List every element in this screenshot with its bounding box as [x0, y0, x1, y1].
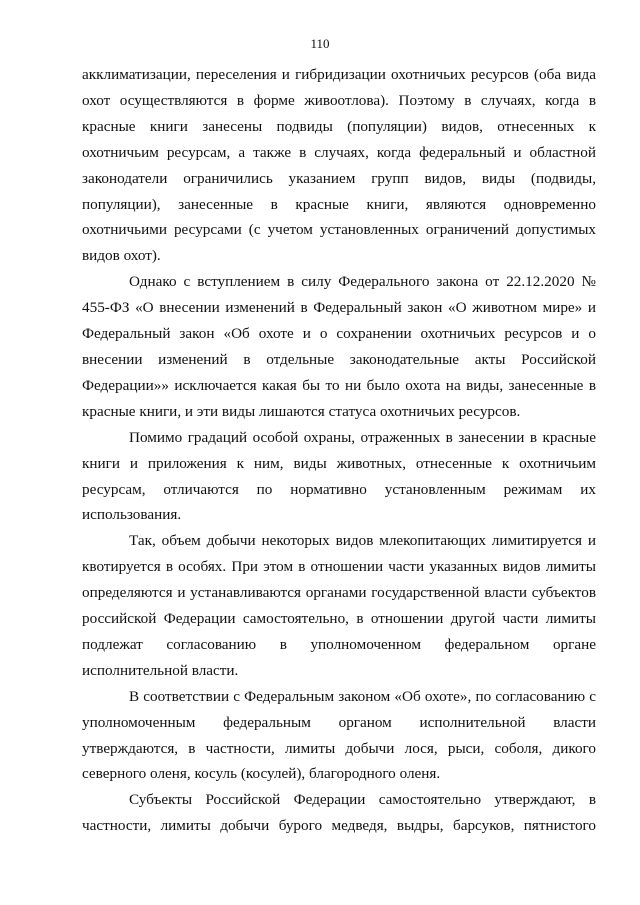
- paragraph: В соответствии с Федеральным законом «Об охоте», по согласованию с уполномоченным федеральным органом исполнительной власти утверждаются, в частности, лимиты добычи лося, рыси, соболя, дикого северного оленя, косуль (косулей), благородного оленя.: [82, 687, 596, 783]
- paragraph: Однако с вступлением в силу Федерального закона от 22.12.2020 № 455-ФЗ «О внесении изменений в Федеральный закон «О животном мире» и Федеральный закон «Об охоте и о сохранении охотничьих ресурсов и о внесении изменений в отдельные законодательные акты Российской Федерации»» исключается какая бы то ни было охота на виды, занесенные в красные книги, и эти виды лишаются статуса охотничьих ресурсов.: [82, 273, 596, 420]
- paragraph: Субъекты Российской Федерации самостоятельно утверждают, в частности, лимиты добычи бурого медведя, выдры, барсуков, пятнистого: [82, 791, 596, 835]
- paragraph: Помимо градаций особой охраны, отраженных в занесении в красные книги и приложения к ним, виды животных, отнесенные к охотничьим ресурсам, отличаются по нормативно установленным режимам их использования.: [82, 428, 596, 524]
- page-number: 110: [310, 36, 330, 51]
- body-text: [82, 62, 596, 839]
- paragraph: акклиматизации, переселения и гибридизации охотничьих ресурсов (оба вида охот осуществляются в форме живоотлова). Поэтому в случаях, когда в красные книги занесены подвиды (популяции) видов, отнесенных к охотничьим ресурсам, а также в случаях, когда федеральный и областной законодатели ограничились указанием групп видов, виды (подвиды, популяции), занесенные в красные книги, являются одновременно охотничьими ресурсами (с учетом установленных ограничений допустимых видов охот).: [82, 66, 596, 265]
- paragraph: Так, объем добычи некоторых видов млекопитающих лимитируется и квотируется в особях. При этом в отношении части указанных видов лимиты определяются и устанавливаются органами государственной власти субъектов российской Федерации самостоятельно, в отношении другой части лимиты подлежат согласованию в уполномоченном федеральном органе исполнительной власти.: [82, 532, 596, 679]
